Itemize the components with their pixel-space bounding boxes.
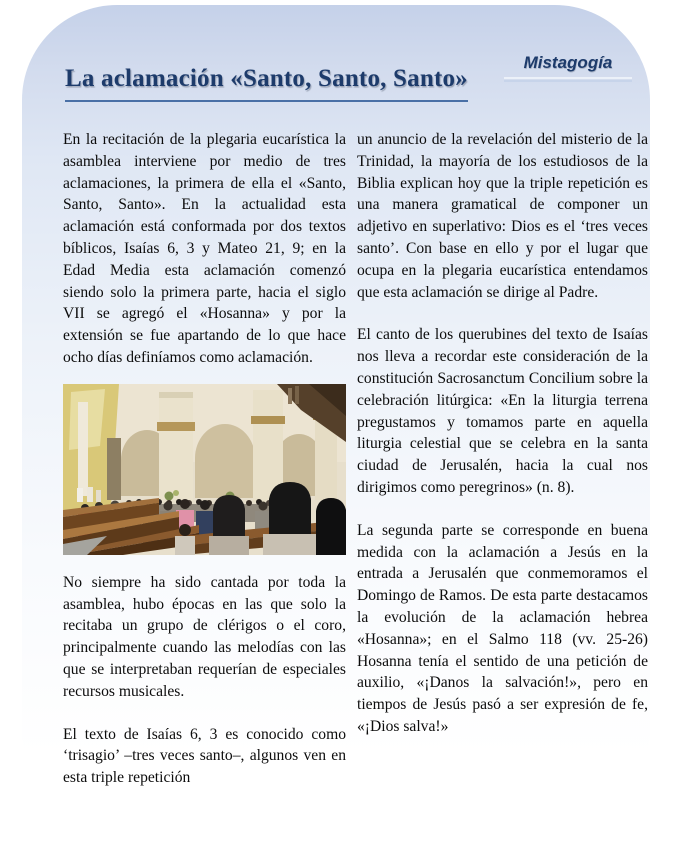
article-paragraph: un anuncio de la revelación del misterio de la Trinidad, la mayoría de los estudiosos de la Biblia explican hoy que la triple repetición es una manera gramatical de componer un adjetivo en superlativo: Dios es el ‘tres veces santo’. Con base en ello y por el lugar que ocupa en la plegaria eucarística entendamos que esta aclamación se dirige al Padre. — [357, 131, 648, 301]
article-paragraph: No siempre ha sido cantada por toda la asamblea, hubo épocas en las que solo la recitaba un grupo de clérigos o el coro, principalmente cuando las melodías con las que se interpretaban requerían de especiales recursos musicales. — [63, 573, 346, 700]
masthead-rule — [504, 77, 632, 82]
newsletter-page — [22, 5, 650, 858]
article-paragraph: El canto de los querubines del texto de Isaías nos lleva a recordar este consideración de la constitución Sacrosanctum Concilium sobre la celebración litúrgica: «En la liturgia terrena pregustamos y tomamos parte en aquella liturgia celestial que se celebra en la santa ciudad de Jerusalén, hacia la cual nos dirigimos como peregrinos» (n. 8). — [357, 326, 648, 496]
article-body — [63, 129, 648, 810]
page-title: La aclamación «Santo, Santo, Santo» — [65, 65, 468, 102]
right-column — [357, 129, 648, 810]
church-congregation-photo — [63, 384, 346, 555]
masthead — [504, 53, 632, 82]
article-paragraph: La segunda parte se corresponde en buena medida con la aclamación a Jesús en la entrada a Jerusalén que conmemoramos el Domingo de Ramos. De esta parte destacamos la evolución de la aclamación hebrea «Hosanna»; en el Salmo 118 (vv. 25-26) Hosanna tenía el sentido de una petición de auxilio, «¡Danos la salvación!», pero en tiempos de Jesús pasó a ser expresión de fe, «¡Dios salva!» — [357, 521, 648, 735]
article-paragraph: En la recitación de la plegaria eucarística la asamblea interviene por medio de tres aclamaciones, la primera de ella el «Santo, Santo, Santo». En la actualidad esta aclamación está conformada por dos textos bíblicos, Isaías 6, 3 y Mateo 21, 9; en la Edad Media esta aclamación comenzó siendo solo la primera parte, hacia el siglo VII se agregó el «Hosanna» y por la extensión se fue apartando de lo que hace ocho días definíamos como aclamación. — [63, 131, 346, 366]
article-paragraph: El texto de Isaías 6, 3 es conocido como ‘trisagio’ –tres veces santo–, algunos ven en esta triple repetición — [63, 725, 346, 787]
church-congregation-photo-graphic — [63, 384, 346, 555]
section-label: Mistagogía — [523, 53, 613, 72]
left-column — [63, 129, 346, 810]
